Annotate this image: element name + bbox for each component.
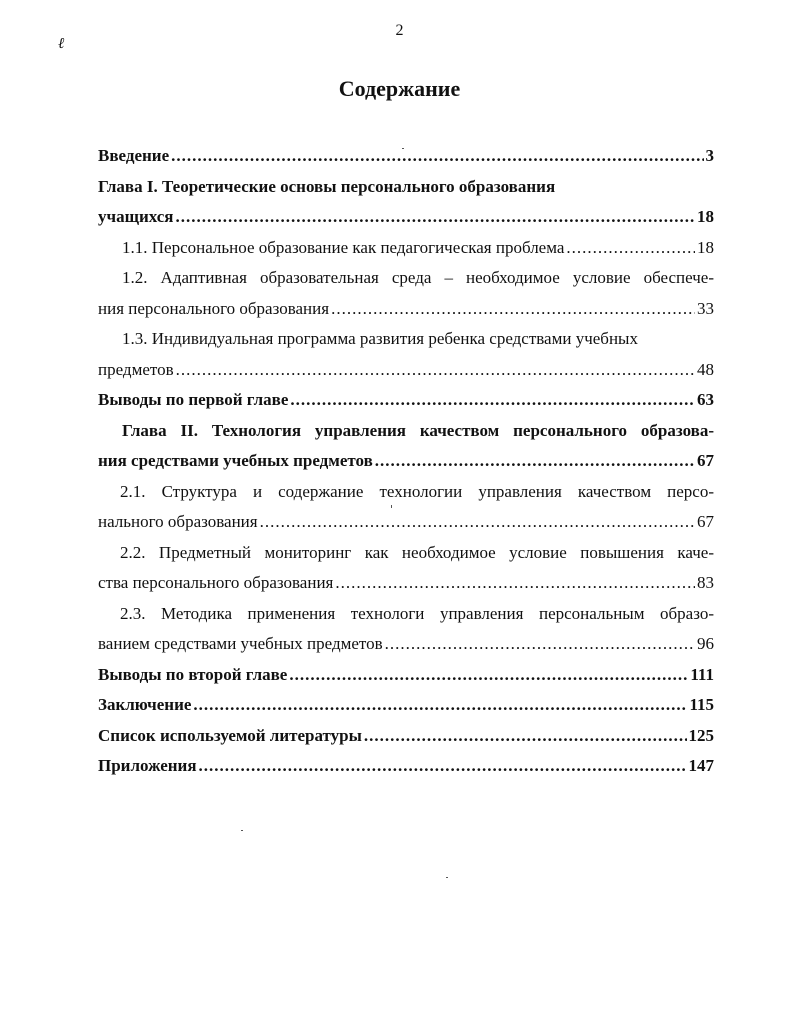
toc-entry-conclusion[interactable] (98, 690, 714, 721)
toc-entry-section-1-2-line1[interactable] (98, 263, 714, 294)
toc-entry-label: Введение (98, 146, 170, 165)
toc-page-number: 33 (697, 298, 714, 318)
toc-entry-section-1-2-line2[interactable] (98, 294, 714, 325)
toc-entry-section-2-3-line1[interactable] (98, 599, 714, 630)
toc-page-number: 67 (697, 512, 714, 531)
toc-page-number: 96 (697, 634, 714, 653)
toc-entry-label: ства персонального образования (98, 573, 334, 592)
dot-leader (364, 721, 687, 752)
toc-entry-conclusions-chapter-2[interactable] (98, 660, 714, 691)
toc-entry-label: 1.3. Индивидуальная программа развития ребенка средствами учебных (122, 329, 638, 348)
toc-page-number: 111 (690, 664, 714, 684)
dot-leader (176, 355, 695, 386)
toc-entry-label: 1.1. Персональное образование как педагогическая проблема (122, 237, 565, 257)
dot-leader (385, 629, 695, 660)
scan-speck (402, 148, 404, 149)
dot-leader (331, 294, 695, 325)
toc-entry-label: нального образования (98, 512, 258, 531)
dot-leader (335, 568, 695, 599)
toc-entry-section-1-3-line1[interactable] (98, 324, 714, 355)
dot-leader (375, 446, 695, 477)
toc-entry-label: ванием средствами учебных предметов (98, 634, 383, 653)
toc-entry-conclusions-chapter-1[interactable] (98, 385, 714, 416)
toc-page-number: 147 (688, 756, 714, 775)
toc-entry-section-1-1[interactable] (98, 233, 714, 264)
toc-entry-chapter-2-line1[interactable] (98, 416, 714, 447)
toc-entry-chapter-1-line2[interactable] (98, 202, 714, 233)
toc-entry-appendices[interactable] (98, 751, 714, 782)
toc-entry-label: Список используемой литературы (98, 725, 362, 745)
toc-entry-section-2-1-line1[interactable] (98, 477, 714, 508)
toc-entry-label: Заключение (98, 695, 192, 714)
dot-leader (566, 233, 695, 264)
toc-entry-references[interactable] (98, 721, 714, 752)
toc-entry-label: предметов (98, 359, 174, 379)
toc-entry-label: 1.2. Адаптивная образовательная среда – необходимое условие обеспече- (122, 268, 714, 287)
toc-entry-label: ния персонального образования (98, 298, 330, 318)
page-number: 2 (395, 22, 404, 39)
toc-entry-label: Глава I. Теоретические основы персонального образования (98, 176, 556, 196)
toc-entry-section-2-1-line2[interactable] (98, 507, 714, 538)
scan-speck (241, 830, 243, 831)
toc-entry-section-2-3-line2[interactable] (98, 629, 714, 660)
toc-page-number: 115 (689, 695, 714, 714)
dot-leader (199, 751, 687, 782)
toc-page-number: 125 (688, 725, 714, 745)
toc-entry-label: Выводы по второй главе (98, 664, 288, 684)
toc-entry-chapter-2-line2[interactable] (98, 446, 714, 477)
toc-entry-label: ния средствами учебных предметов (98, 451, 373, 470)
toc-entry-label: учащихся (98, 207, 174, 226)
handwritten-margin-mark: ℓ (58, 36, 65, 52)
page-title: Содержание (338, 76, 461, 101)
toc-entry-label: Выводы по первой главе (98, 390, 289, 409)
toc-entry-introduction[interactable] (98, 141, 714, 172)
toc-entry-section-2-2-line2[interactable] (98, 568, 714, 599)
dot-leader (289, 660, 688, 691)
toc-page-number: 48 (697, 359, 714, 379)
toc-entry-label: 2.2. Предметный мониторинг как необходимое условие повышения каче- (120, 542, 714, 562)
toc-page-number: 18 (697, 207, 714, 226)
scan-speck (446, 877, 448, 878)
toc-page-number: 83 (697, 573, 714, 592)
dot-leader (176, 202, 696, 233)
toc-entry-label: 2.1. Структура и содержание технологии управления качеством персо- (120, 481, 714, 501)
toc-page-number: 67 (697, 451, 714, 470)
toc-entry-label: Приложения (98, 756, 197, 775)
scan-speck (391, 505, 392, 508)
toc-page-number: 18 (697, 237, 714, 257)
toc-entry-label: 2.3. Методика применения технологи управления персональным образо- (120, 603, 714, 623)
toc-entry-section-2-2-line1[interactable] (98, 538, 714, 569)
dot-leader (260, 507, 695, 538)
table-of-contents (98, 141, 714, 782)
toc-entry-label: Глава II. Технология управления качеством персонального образова- (122, 420, 714, 440)
toc-page-number: 63 (697, 390, 714, 409)
toc-entry-section-1-3-line2[interactable] (98, 355, 714, 386)
toc-page-number: 3 (705, 146, 714, 165)
toc-entry-chapter-1-line1[interactable] (98, 172, 714, 203)
dot-leader (193, 690, 687, 721)
dot-leader (171, 141, 703, 172)
dot-leader (290, 385, 695, 416)
